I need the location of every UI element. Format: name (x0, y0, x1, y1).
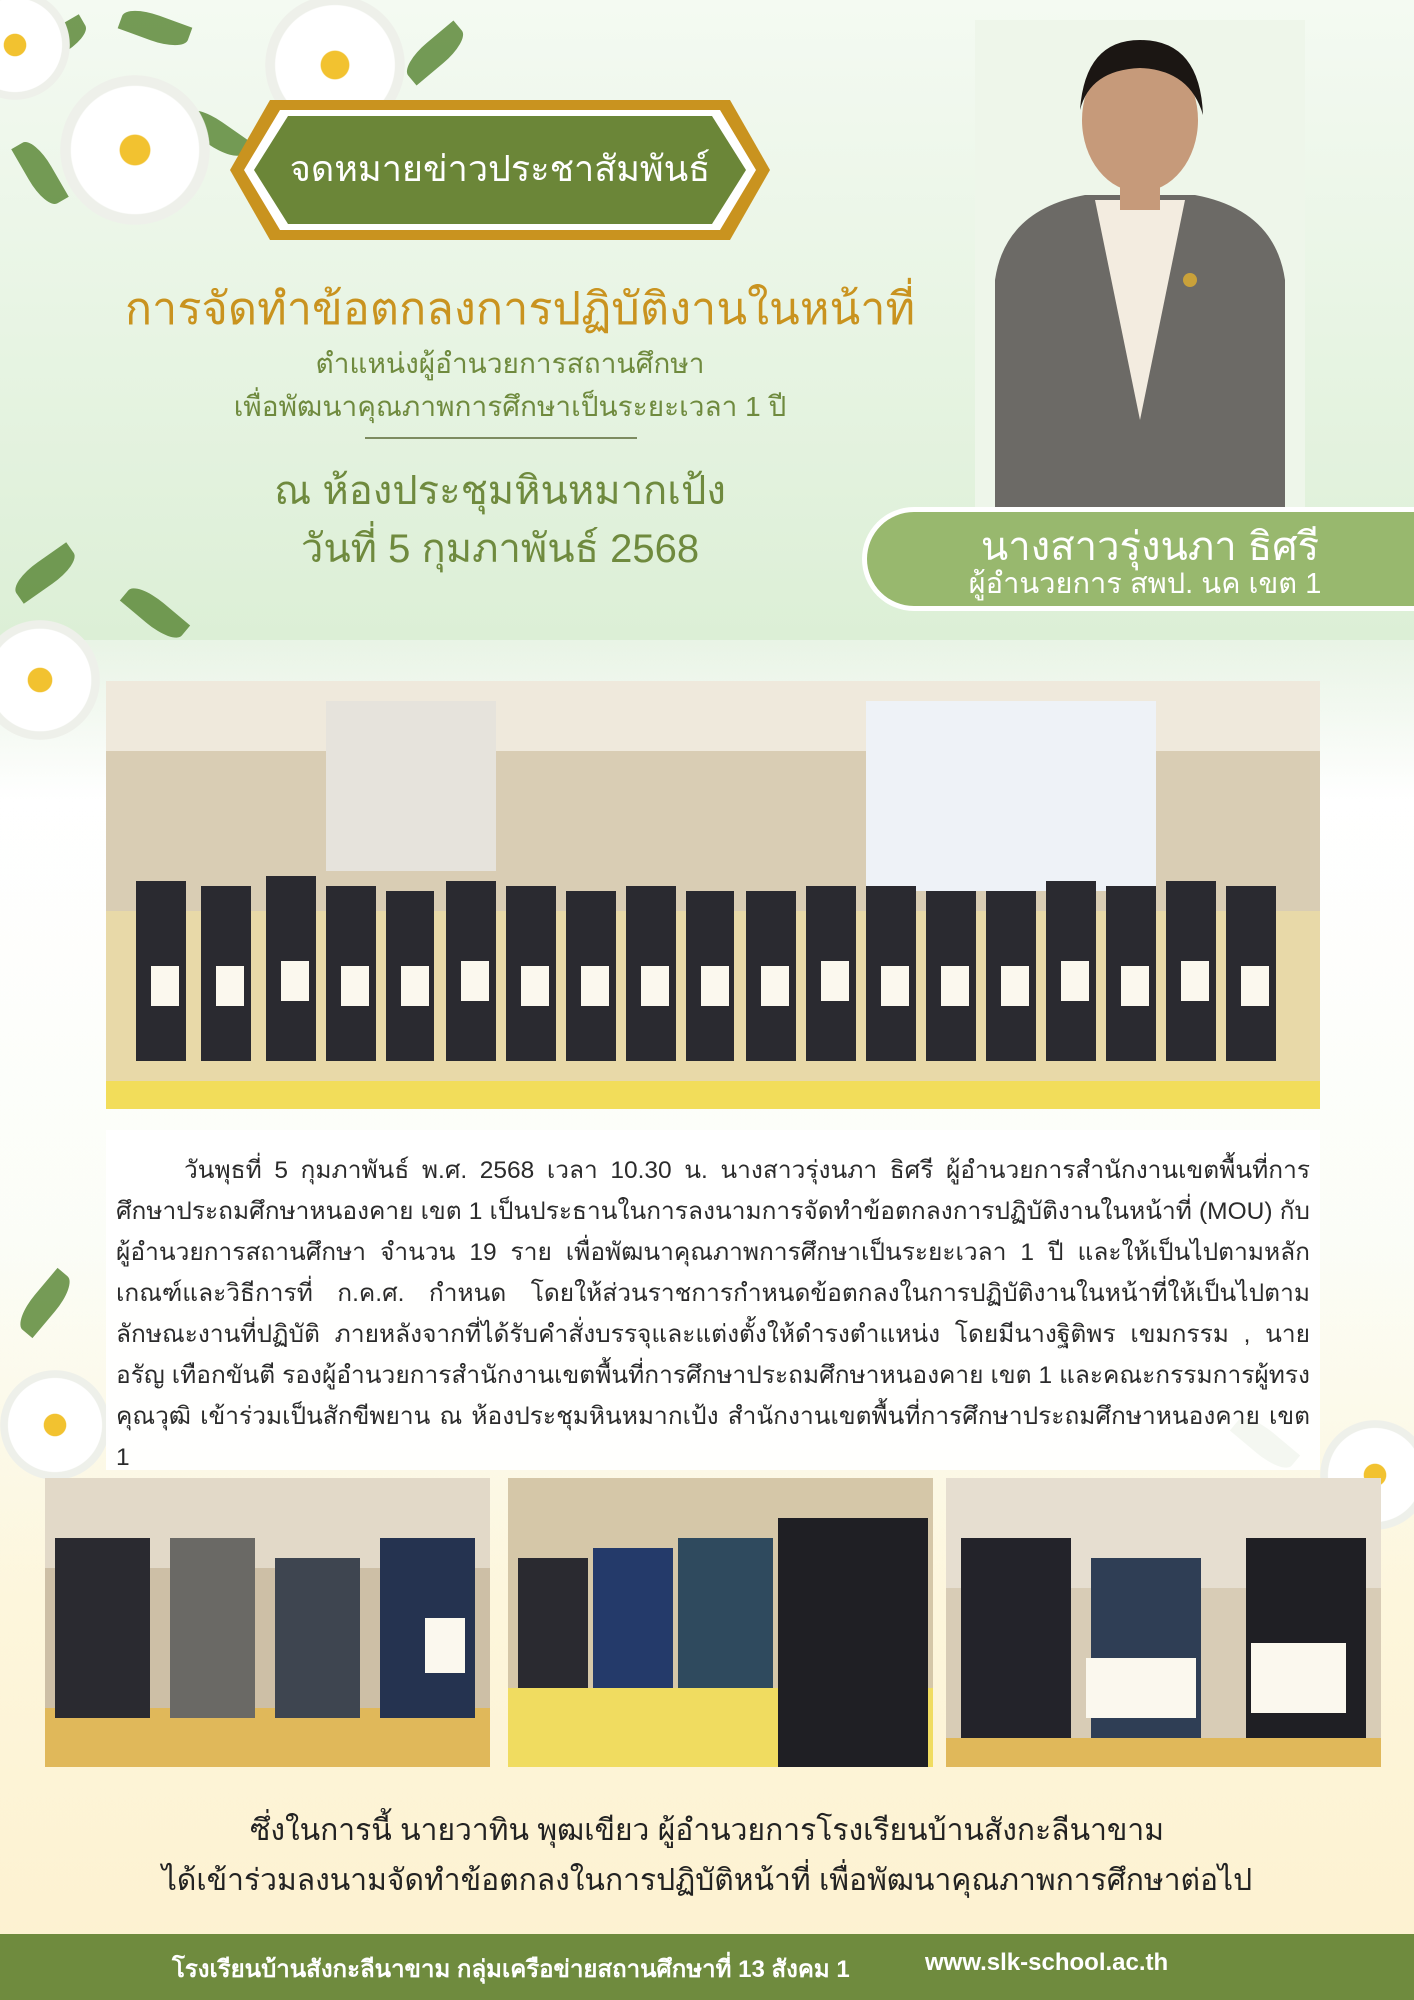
group-photo (106, 681, 1320, 1109)
subtitle-position: ตำแหน่งผู้อำนวยการสถานศึกษา (315, 348, 705, 379)
subtitle-purpose: เพื่อพัฒนาคุณภาพการศึกษาเป็นระยะเวลา 1 ปี (233, 391, 787, 422)
closing-line-1: ซึ่งในการนี้ นายวาทิน พุฒเขียว ผู้อำนวยการโรงเรียนบ้านสังกะลีนาขาม (249, 1814, 1165, 1847)
director-role: ผู้อำนวยการ สพป. นค เขต 1 (968, 568, 1322, 600)
venue-text: ณ ห้องประชุมหินหมากเป้ง (274, 469, 726, 513)
closing-line-2: ได้เข้าร่วมลงนามจัดทำข้อตกลงในการปฏิบัติหน้าที่ เพื่อพัฒนาคุณภาพการศึกษาต่อไป (161, 1864, 1253, 1897)
footer-website-link[interactable]: www.slk-school.ac.th (925, 1949, 1169, 1976)
director-name: นางสาวรุ่งนภา ธิศรี (980, 525, 1320, 569)
photo-2 (508, 1478, 933, 1767)
footer-school-name: โรงเรียนบ้านสังกะลีนาขาม กลุ่มเครือข่ายสถานศึกษาที่ 13 สังคม 1 (172, 1956, 850, 1983)
photo-3 (946, 1478, 1381, 1767)
leaf-decoration (13, 1268, 78, 1338)
photo-1 (45, 1478, 490, 1767)
divider (365, 437, 637, 439)
date-text: วันที่ 5 กุมภาพันธ์ 2568 (300, 527, 700, 571)
banner-label: จดหมายข่าวประชาสัมพันธ์ (289, 148, 711, 189)
flower-decoration (60, 75, 210, 225)
flower-decoration (0, 1370, 110, 1480)
page-title: การจัดทำข้อตกลงการปฏิบัติงานในหน้าที่ (124, 283, 916, 334)
news-body: วันพุธที่ 5 กุมภาพันธ์ พ.ศ. 2568 เวลา 10.30 น. นางสาวรุ่งนภา ธิศรี ผู้อำนวยการสำนักงานเขตพื้นที่การศึกษาประถมศึกษาหนองคาย เขต 1 เป็นประธานในการลงนามการจัดทำข้อตกลงการปฏิบัติงานในหน้าที่ (MOU) กับผู้อำนวยการสถานศึกษา จำนวน 19 ราย เพื่อพัฒนาคุณภาพการศึกษาเป็นระยะเวลา 1 ปี และให้เป็นไปตามหลักเกณฑ์และวิธีการที่ ก.ค.ศ. กำหนด โดยให้ส่วนราชการกำหนดข้อตกลงในการปฏิบัติงานในหน้าที่ให้เป็นไปตามลักษณะงานที่ปฏิบัติ ภายหลังจากที่ได้รับคำสั่งบรรจุและแต่งตั้งให้ดำรงตำแหน่ง โดยมีนางฐิติพร เขมกรรม , นายอรัญ เทือกขันตี รองผู้อำนวยการสำนักงานเขตพื้นที่การศึกษาประถมศึกษาหนองคาย เขต 1 และคณะกรรมการผู้ทรงคุณวุฒิ เข้าร่วมเป็นสักขีพยาน ณ ห้องประชุมหินหมากเป้ง สำนักงานเขตพื้นที่การศึกษาประถมศึกษาหนองคาย เขต 1 (116, 1157, 1310, 1471)
director-portrait (975, 20, 1305, 510)
